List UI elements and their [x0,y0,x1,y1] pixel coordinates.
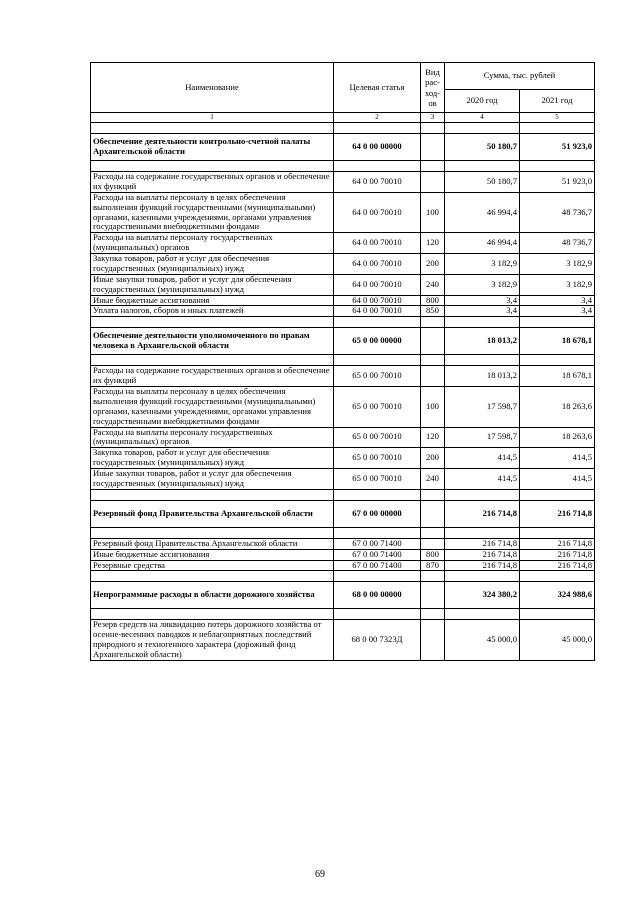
spacer-row [91,161,595,172]
spacer-cell [520,571,595,582]
spacer-cell [421,489,445,500]
header-code: Целевая статья [334,63,421,113]
table-row [91,274,595,295]
spacer-cell [421,123,445,134]
cell-type [421,134,445,161]
table-row [91,448,595,469]
cell-2021: 414,5 [520,448,595,469]
cell-code: 65 0 00 70010 [334,448,421,469]
cell-type: 100 [421,192,445,233]
spacer-cell [520,527,595,538]
cell-2020: 50 180,7 [445,172,520,193]
cell-2020: 17 598,7 [445,427,520,448]
cell-2021: 51 923,0 [520,134,595,161]
spacer-cell [334,609,421,620]
cell-name: Расходы на содержание государственных органов и обеспечение их функций [91,366,334,387]
table-row [91,549,595,560]
cell-name: Иные закупки товаров, работ и услуг для обеспечения государственных (муниципальных) нужд [91,469,334,490]
cell-2020: 216 714,8 [445,500,520,527]
cell-name: Непрограммные расходы в области дорожного хозяйства [91,582,334,609]
spacer-row [91,571,595,582]
cell-2021: 414,5 [520,469,595,490]
cell-name: Иные закупки товаров, работ и услуг для обеспечения государственных (муниципальных) нужд [91,274,334,295]
table-row [91,387,595,428]
spacer-cell [91,489,334,500]
spacer-cell [445,571,520,582]
spacer-cell [520,609,595,620]
cell-code: 67 0 00 71400 [334,560,421,571]
spacer-cell [91,317,334,328]
cell-2020: 3 182,9 [445,254,520,275]
header-type: Вид рас-ход-ов [421,63,445,113]
spacer-cell [91,527,334,538]
spacer-row [91,489,595,500]
cell-code: 67 0 00 71400 [334,549,421,560]
table-row [91,172,595,193]
spacer-row [91,527,595,538]
cell-name: Уплата налогов, сборов и иных платежей [91,306,334,317]
header-year-2020: 2020 год [445,90,520,113]
spacer-cell [445,527,520,538]
column-index: 5 [520,113,595,123]
spacer-cell [91,609,334,620]
cell-name: Расходы на содержание государственных органов и обеспечение их функций [91,172,334,193]
spacer-row [91,123,595,134]
spacer-cell [421,609,445,620]
cell-type: 240 [421,469,445,490]
cell-name: Иные бюджетные ассигнования [91,295,334,306]
cell-2020: 216 714,8 [445,549,520,560]
cell-2020: 414,5 [445,448,520,469]
spacer-cell [91,571,334,582]
column-index: 2 [334,113,421,123]
cell-2020: 46 994,4 [445,233,520,254]
cell-type: 120 [421,233,445,254]
spacer-cell [91,355,334,366]
cell-code: 68 0 00 7323Д [334,620,421,661]
cell-name: Обеспечение деятельности контрольно-счетной палаты Архангельской области [91,134,334,161]
column-index: 4 [445,113,520,123]
cell-name: Расходы на выплаты персоналу в целях обеспечения выполнения функций государственными (муниципальными) органами, казенными учреждениями, органами управления государственными внебюджетными фондами [91,387,334,428]
cell-name: Резервный фонд Правительства Архангельской области [91,538,334,549]
spacer-cell [334,123,421,134]
table-row [91,538,595,549]
cell-name: Резервные средства [91,560,334,571]
table-body [91,123,595,661]
spacer-cell [421,161,445,172]
table-row [91,254,595,275]
table-row [91,192,595,233]
cell-name: Закупка товаров, работ и услуг для обеспечения государственных (муниципальных) нужд [91,448,334,469]
spacer-cell [421,317,445,328]
header-sum: Сумма, тыс. рублей [445,63,595,90]
spacer-cell [334,317,421,328]
cell-2020: 18 013,2 [445,366,520,387]
cell-code: 65 0 00 00000 [334,328,421,355]
cell-2021: 3 182,9 [520,254,595,275]
spacer-cell [445,609,520,620]
budget-table [90,62,595,661]
spacer-row [91,355,595,366]
spacer-row [91,317,595,328]
spacer-cell [520,489,595,500]
cell-type: 100 [421,387,445,428]
cell-code: 65 0 00 70010 [334,366,421,387]
cell-2020: 45 000,0 [445,620,520,661]
cell-code: 64 0 00 70010 [334,274,421,295]
cell-code: 65 0 00 70010 [334,469,421,490]
cell-type [421,582,445,609]
cell-2020: 46 994,4 [445,192,520,233]
cell-code: 67 0 00 00000 [334,500,421,527]
cell-2020: 50 180,7 [445,134,520,161]
cell-name: Закупка товаров, работ и услуг для обеспечения государственных (муниципальных) нужд [91,254,334,275]
cell-2020: 324 380,2 [445,582,520,609]
cell-name: Резерв средств на ликвидацию потерь дорожного хозяйства от осенне-весенних паводков и неблагоприятных последствий природного и техногенного характера (дорожный фонд Архангельской области) [91,620,334,661]
spacer-cell [520,355,595,366]
column-index-row [91,113,595,123]
cell-code: 64 0 00 00000 [334,134,421,161]
section-row [91,134,595,161]
spacer-cell [334,571,421,582]
spacer-cell [421,355,445,366]
cell-2021: 216 714,8 [520,538,595,549]
spacer-cell [520,161,595,172]
section-row [91,582,595,609]
cell-code: 65 0 00 70010 [334,387,421,428]
cell-name: Резервный фонд Правительства Архангельской области [91,500,334,527]
table-row [91,560,595,571]
cell-name: Расходы на выплаты персоналу государственных (муниципальных) органов [91,233,334,254]
cell-code: 65 0 00 70010 [334,427,421,448]
cell-type: 200 [421,448,445,469]
cell-type: 870 [421,560,445,571]
page-number: 69 [315,869,325,880]
spacer-cell [421,571,445,582]
cell-2021: 216 714,8 [520,560,595,571]
cell-type [421,172,445,193]
cell-code: 64 0 00 70010 [334,306,421,317]
spacer-cell [520,317,595,328]
cell-2020: 17 598,7 [445,387,520,428]
section-row [91,328,595,355]
cell-code: 64 0 00 70010 [334,172,421,193]
cell-2021: 324 988,6 [520,582,595,609]
cell-name: Иные бюджетные ассигнования [91,549,334,560]
spacer-cell [334,489,421,500]
spacer-cell [445,123,520,134]
column-index: 1 [91,113,334,123]
cell-2021: 3,4 [520,306,595,317]
spacer-cell [445,317,520,328]
cell-code: 64 0 00 70010 [334,233,421,254]
spacer-cell [334,355,421,366]
table-row [91,295,595,306]
cell-2020: 414,5 [445,469,520,490]
cell-type: 800 [421,549,445,560]
cell-2020: 3 182,9 [445,274,520,295]
cell-2021: 216 714,8 [520,549,595,560]
header-name: Наименование [91,63,334,113]
table-row [91,233,595,254]
cell-2021: 216 714,8 [520,500,595,527]
spacer-cell [91,123,334,134]
spacer-cell [334,161,421,172]
header-year-2021: 2021 год [520,90,595,113]
section-row [91,500,595,527]
cell-type: 120 [421,427,445,448]
spacer-cell [520,123,595,134]
spacer-cell [445,161,520,172]
cell-type [421,366,445,387]
cell-code: 64 0 00 70010 [334,192,421,233]
cell-2021: 3 182,9 [520,274,595,295]
cell-type: 240 [421,274,445,295]
cell-2021: 18 263,6 [520,387,595,428]
table-row [91,427,595,448]
spacer-cell [445,355,520,366]
cell-code: 64 0 00 70010 [334,295,421,306]
cell-name: Расходы на выплаты персоналу государственных (муниципальных) органов [91,427,334,448]
cell-2020: 216 714,8 [445,560,520,571]
cell-code: 67 0 00 71400 [334,538,421,549]
cell-type [421,328,445,355]
cell-2021: 3,4 [520,295,595,306]
table-row [91,306,595,317]
spacer-cell [334,527,421,538]
cell-type [421,538,445,549]
table-row [91,620,595,661]
spacer-cell [91,161,334,172]
cell-2021: 18 678,1 [520,366,595,387]
cell-type: 800 [421,295,445,306]
cell-code: 68 0 00 00000 [334,582,421,609]
cell-2021: 48 736,7 [520,233,595,254]
cell-2021: 45 000,0 [520,620,595,661]
cell-name: Обеспечение деятельности уполномоченного по правам человека в Архангельской области [91,328,334,355]
table-row [91,469,595,490]
spacer-cell [421,527,445,538]
cell-2020: 3,4 [445,295,520,306]
cell-type: 850 [421,306,445,317]
cell-type: 200 [421,254,445,275]
cell-name: Расходы на выплаты персоналу в целях обеспечения выполнения функций государственными (муниципальными) органами, казенными учреждениями, органами управления государственными внебюджетными фондами [91,192,334,233]
cell-2020: 3,4 [445,306,520,317]
spacer-cell [445,489,520,500]
cell-2021: 48 736,7 [520,192,595,233]
column-index: 3 [421,113,445,123]
cell-2021: 18 678,1 [520,328,595,355]
cell-2021: 51 923,0 [520,172,595,193]
table-header [91,63,595,123]
cell-code: 64 0 00 70010 [334,254,421,275]
cell-type [421,500,445,527]
table-row [91,366,595,387]
cell-2020: 18 013,2 [445,328,520,355]
spacer-row [91,609,595,620]
cell-2020: 216 714,8 [445,538,520,549]
cell-type [421,620,445,661]
cell-2021: 18 263,6 [520,427,595,448]
